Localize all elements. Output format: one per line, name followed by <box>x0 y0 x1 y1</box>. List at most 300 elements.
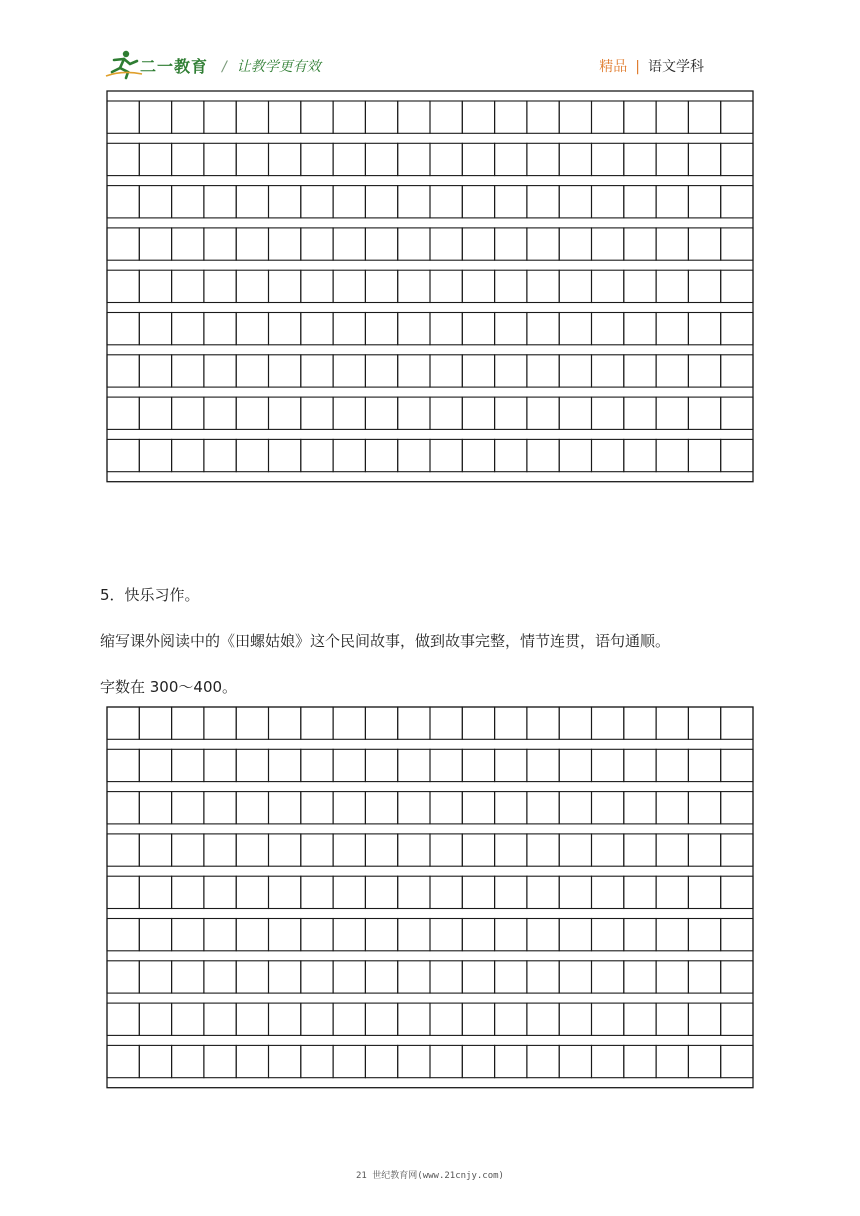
grid-cell[interactable] <box>269 313 301 345</box>
grid-cell[interactable] <box>527 228 559 260</box>
grid-cell[interactable] <box>139 355 171 387</box>
grid-row[interactable] <box>107 355 753 387</box>
grid-cell[interactable] <box>462 228 494 260</box>
grid-cell[interactable] <box>527 101 559 133</box>
grid-cell[interactable] <box>592 792 624 824</box>
grid-cell[interactable] <box>721 397 753 429</box>
grid-cell[interactable] <box>204 439 236 471</box>
grid-cell[interactable] <box>365 313 397 345</box>
grid-cell[interactable] <box>688 707 720 739</box>
grid-row[interactable] <box>107 101 753 133</box>
grid-svg[interactable] <box>106 90 754 483</box>
grid-row[interactable] <box>107 792 753 824</box>
grid-cell[interactable] <box>333 228 365 260</box>
grid-cell[interactable] <box>398 313 430 345</box>
grid-cell[interactable] <box>365 792 397 824</box>
grid-cell[interactable] <box>462 961 494 993</box>
grid-cell[interactable] <box>430 270 462 302</box>
grid-cell[interactable] <box>398 228 430 260</box>
grid-cell[interactable] <box>688 397 720 429</box>
grid-cell[interactable] <box>333 1003 365 1035</box>
grid-cell[interactable] <box>139 439 171 471</box>
grid-cell[interactable] <box>301 961 333 993</box>
grid-cell[interactable] <box>269 355 301 387</box>
grid-cell[interactable] <box>721 228 753 260</box>
grid-row[interactable] <box>107 1003 753 1035</box>
writing-grid-top[interactable] <box>106 90 754 483</box>
grid-cell[interactable] <box>236 707 268 739</box>
grid-cell[interactable] <box>688 355 720 387</box>
grid-cell[interactable] <box>592 101 624 133</box>
grid-cell[interactable] <box>495 919 527 951</box>
grid-cell[interactable] <box>301 1003 333 1035</box>
grid-cell[interactable] <box>204 707 236 739</box>
grid-cell[interactable] <box>204 1045 236 1077</box>
grid-cell[interactable] <box>139 834 171 866</box>
grid-cell[interactable] <box>624 919 656 951</box>
grid-cell[interactable] <box>656 919 688 951</box>
grid-cell[interactable] <box>333 397 365 429</box>
grid-cell[interactable] <box>592 1003 624 1035</box>
grid-cell[interactable] <box>430 355 462 387</box>
grid-cell[interactable] <box>721 101 753 133</box>
grid-cell[interactable] <box>365 1045 397 1077</box>
grid-cell[interactable] <box>333 749 365 781</box>
grid-cell[interactable] <box>107 919 139 951</box>
grid-cell[interactable] <box>236 439 268 471</box>
grid-cell[interactable] <box>107 876 139 908</box>
grid-cell[interactable] <box>592 397 624 429</box>
grid-cell[interactable] <box>624 1045 656 1077</box>
grid-cell[interactable] <box>172 143 204 175</box>
grid-cell[interactable] <box>139 707 171 739</box>
grid-cell[interactable] <box>139 101 171 133</box>
grid-cell[interactable] <box>462 270 494 302</box>
grid-cell[interactable] <box>301 1045 333 1077</box>
grid-row[interactable] <box>107 313 753 345</box>
grid-cell[interactable] <box>559 228 591 260</box>
grid-row[interactable] <box>107 834 753 866</box>
grid-cell[interactable] <box>430 707 462 739</box>
grid-cell[interactable] <box>269 228 301 260</box>
grid-cell[interactable] <box>398 1045 430 1077</box>
grid-cell[interactable] <box>688 876 720 908</box>
grid-cell[interactable] <box>592 919 624 951</box>
grid-cell[interactable] <box>495 749 527 781</box>
grid-cell[interactable] <box>624 143 656 175</box>
grid-cell[interactable] <box>495 355 527 387</box>
grid-cell[interactable] <box>430 439 462 471</box>
grid-cell[interactable] <box>527 355 559 387</box>
grid-cell[interactable] <box>527 876 559 908</box>
grid-cell[interactable] <box>430 919 462 951</box>
grid-cell[interactable] <box>721 707 753 739</box>
grid-cell[interactable] <box>139 749 171 781</box>
grid-cell[interactable] <box>236 834 268 866</box>
grid-cell[interactable] <box>688 143 720 175</box>
grid-cell[interactable] <box>236 397 268 429</box>
grid-row[interactable] <box>107 749 753 781</box>
grid-cell[interactable] <box>462 919 494 951</box>
grid-cell[interactable] <box>430 397 462 429</box>
grid-cell[interactable] <box>204 792 236 824</box>
grid-cell[interactable] <box>301 876 333 908</box>
grid-cell[interactable] <box>462 792 494 824</box>
grid-cell[interactable] <box>333 876 365 908</box>
grid-cell[interactable] <box>269 270 301 302</box>
grid-cell[interactable] <box>688 834 720 866</box>
grid-cell[interactable] <box>398 834 430 866</box>
grid-cell[interactable] <box>624 749 656 781</box>
grid-cell[interactable] <box>107 186 139 218</box>
grid-cell[interactable] <box>495 876 527 908</box>
grid-cell[interactable] <box>495 792 527 824</box>
grid-cell[interactable] <box>721 143 753 175</box>
grid-cell[interactable] <box>365 143 397 175</box>
grid-cell[interactable] <box>269 961 301 993</box>
grid-cell[interactable] <box>139 919 171 951</box>
grid-cell[interactable] <box>527 397 559 429</box>
grid-cell[interactable] <box>624 270 656 302</box>
grid-cell[interactable] <box>172 439 204 471</box>
grid-cell[interactable] <box>430 228 462 260</box>
grid-cell[interactable] <box>527 749 559 781</box>
grid-cell[interactable] <box>656 397 688 429</box>
grid-row[interactable] <box>107 919 753 951</box>
grid-cell[interactable] <box>204 355 236 387</box>
grid-cell[interactable] <box>365 186 397 218</box>
grid-cell[interactable] <box>204 101 236 133</box>
grid-cell[interactable] <box>301 270 333 302</box>
grid-cell[interactable] <box>624 707 656 739</box>
grid-cell[interactable] <box>365 834 397 866</box>
grid-cell[interactable] <box>559 397 591 429</box>
grid-cell[interactable] <box>365 101 397 133</box>
grid-row[interactable] <box>107 143 753 175</box>
grid-cell[interactable] <box>430 834 462 866</box>
grid-cell[interactable] <box>107 228 139 260</box>
grid-cell[interactable] <box>559 355 591 387</box>
grid-cell[interactable] <box>721 876 753 908</box>
grid-cell[interactable] <box>656 228 688 260</box>
grid-cell[interactable] <box>559 101 591 133</box>
grid-cell[interactable] <box>527 1045 559 1077</box>
grid-cell[interactable] <box>721 270 753 302</box>
grid-cell[interactable] <box>430 961 462 993</box>
grid-cell[interactable] <box>269 876 301 908</box>
grid-cell[interactable] <box>301 919 333 951</box>
grid-cell[interactable] <box>107 792 139 824</box>
grid-cell[interactable] <box>269 919 301 951</box>
grid-cell[interactable] <box>688 313 720 345</box>
grid-cell[interactable] <box>559 439 591 471</box>
grid-cell[interactable] <box>204 313 236 345</box>
grid-cell[interactable] <box>592 439 624 471</box>
grid-cell[interactable] <box>139 1045 171 1077</box>
grid-cell[interactable] <box>333 143 365 175</box>
grid-cell[interactable] <box>656 355 688 387</box>
grid-cell[interactable] <box>172 313 204 345</box>
grid-cell[interactable] <box>301 792 333 824</box>
grid-cell[interactable] <box>139 876 171 908</box>
grid-cell[interactable] <box>462 876 494 908</box>
grid-cell[interactable] <box>333 834 365 866</box>
grid-cell[interactable] <box>495 270 527 302</box>
grid-cell[interactable] <box>139 186 171 218</box>
grid-cell[interactable] <box>559 919 591 951</box>
grid-cell[interactable] <box>269 439 301 471</box>
grid-cell[interactable] <box>656 439 688 471</box>
grid-cell[interactable] <box>301 101 333 133</box>
grid-cell[interactable] <box>172 834 204 866</box>
grid-cell[interactable] <box>365 961 397 993</box>
grid-cell[interactable] <box>721 1003 753 1035</box>
grid-cell[interactable] <box>107 313 139 345</box>
grid-cell[interactable] <box>269 707 301 739</box>
grid-cell[interactable] <box>333 919 365 951</box>
grid-cell[interactable] <box>721 439 753 471</box>
grid-cell[interactable] <box>721 834 753 866</box>
grid-cell[interactable] <box>592 834 624 866</box>
grid-cell[interactable] <box>107 270 139 302</box>
grid-cell[interactable] <box>172 228 204 260</box>
grid-cell[interactable] <box>527 439 559 471</box>
grid-cell[interactable] <box>269 101 301 133</box>
grid-cell[interactable] <box>527 270 559 302</box>
grid-cell[interactable] <box>236 228 268 260</box>
grid-cell[interactable] <box>236 919 268 951</box>
grid-cell[interactable] <box>688 186 720 218</box>
grid-cell[interactable] <box>204 834 236 866</box>
grid-cell[interactable] <box>624 313 656 345</box>
grid-cell[interactable] <box>527 834 559 866</box>
grid-cell[interactable] <box>333 313 365 345</box>
grid-cell[interactable] <box>656 1045 688 1077</box>
grid-cell[interactable] <box>107 749 139 781</box>
grid-cell[interactable] <box>527 961 559 993</box>
grid-cell[interactable] <box>592 749 624 781</box>
grid-cell[interactable] <box>462 749 494 781</box>
grid-cell[interactable] <box>462 439 494 471</box>
grid-cell[interactable] <box>495 228 527 260</box>
grid-cell[interactable] <box>236 313 268 345</box>
grid-cell[interactable] <box>495 101 527 133</box>
grid-cell[interactable] <box>495 1003 527 1035</box>
grid-row[interactable] <box>107 397 753 429</box>
grid-cell[interactable] <box>592 186 624 218</box>
grid-cell[interactable] <box>495 961 527 993</box>
grid-cell[interactable] <box>721 961 753 993</box>
grid-cell[interactable] <box>495 1045 527 1077</box>
grid-cell[interactable] <box>592 313 624 345</box>
grid-cell[interactable] <box>301 355 333 387</box>
grid-cell[interactable] <box>365 397 397 429</box>
grid-cell[interactable] <box>398 186 430 218</box>
grid-cell[interactable] <box>624 186 656 218</box>
grid-cell[interactable] <box>721 313 753 345</box>
grid-cell[interactable] <box>398 143 430 175</box>
grid-cell[interactable] <box>462 1045 494 1077</box>
grid-cell[interactable] <box>107 707 139 739</box>
grid-cell[interactable] <box>559 749 591 781</box>
grid-cell[interactable] <box>688 228 720 260</box>
grid-cell[interactable] <box>559 313 591 345</box>
grid-cell[interactable] <box>172 876 204 908</box>
writing-grid-bottom[interactable] <box>106 706 754 1089</box>
grid-cell[interactable] <box>462 834 494 866</box>
grid-cell[interactable] <box>527 919 559 951</box>
grid-cell[interactable] <box>236 101 268 133</box>
grid-cell[interactable] <box>721 355 753 387</box>
grid-cell[interactable] <box>107 961 139 993</box>
grid-cell[interactable] <box>592 270 624 302</box>
grid-cell[interactable] <box>236 961 268 993</box>
grid-cell[interactable] <box>107 1045 139 1077</box>
grid-cell[interactable] <box>365 707 397 739</box>
grid-cell[interactable] <box>624 792 656 824</box>
grid-cell[interactable] <box>333 186 365 218</box>
grid-cell[interactable] <box>204 1003 236 1035</box>
grid-cell[interactable] <box>139 961 171 993</box>
grid-cell[interactable] <box>721 749 753 781</box>
grid-cell[interactable] <box>495 439 527 471</box>
grid-cell[interactable] <box>398 355 430 387</box>
grid-cell[interactable] <box>527 313 559 345</box>
grid-cell[interactable] <box>495 186 527 218</box>
grid-row[interactable] <box>107 228 753 260</box>
grid-cell[interactable] <box>656 143 688 175</box>
grid-cell[interactable] <box>656 749 688 781</box>
grid-cell[interactable] <box>236 186 268 218</box>
grid-cell[interactable] <box>688 1045 720 1077</box>
grid-cell[interactable] <box>462 313 494 345</box>
grid-cell[interactable] <box>204 397 236 429</box>
grid-cell[interactable] <box>624 355 656 387</box>
grid-cell[interactable] <box>559 876 591 908</box>
grid-row[interactable] <box>107 186 753 218</box>
grid-cell[interactable] <box>204 876 236 908</box>
grid-cell[interactable] <box>592 876 624 908</box>
grid-cell[interactable] <box>333 961 365 993</box>
grid-cell[interactable] <box>559 792 591 824</box>
grid-cell[interactable] <box>269 1045 301 1077</box>
grid-cell[interactable] <box>139 313 171 345</box>
grid-cell[interactable] <box>236 270 268 302</box>
grid-cell[interactable] <box>301 186 333 218</box>
grid-cell[interactable] <box>236 876 268 908</box>
grid-cell[interactable] <box>430 1003 462 1035</box>
grid-cell[interactable] <box>139 143 171 175</box>
grid-cell[interactable] <box>301 834 333 866</box>
grid-cell[interactable] <box>656 707 688 739</box>
grid-cell[interactable] <box>430 143 462 175</box>
grid-cell[interactable] <box>624 1003 656 1035</box>
grid-cell[interactable] <box>204 228 236 260</box>
grid-cell[interactable] <box>365 228 397 260</box>
grid-cell[interactable] <box>559 1003 591 1035</box>
grid-cell[interactable] <box>495 397 527 429</box>
grid-cell[interactable] <box>301 707 333 739</box>
grid-cell[interactable] <box>688 1003 720 1035</box>
grid-cell[interactable] <box>139 270 171 302</box>
grid-cell[interactable] <box>269 143 301 175</box>
grid-cell[interactable] <box>688 101 720 133</box>
grid-cell[interactable] <box>204 186 236 218</box>
grid-cell[interactable] <box>398 792 430 824</box>
grid-row[interactable] <box>107 961 753 993</box>
grid-cell[interactable] <box>398 439 430 471</box>
grid-cell[interactable] <box>624 228 656 260</box>
grid-cell[interactable] <box>688 919 720 951</box>
grid-cell[interactable] <box>688 792 720 824</box>
grid-cell[interactable] <box>656 792 688 824</box>
grid-cell[interactable] <box>495 834 527 866</box>
grid-cell[interactable] <box>269 186 301 218</box>
grid-cell[interactable] <box>172 749 204 781</box>
grid-cell[interactable] <box>365 1003 397 1035</box>
grid-cell[interactable] <box>107 439 139 471</box>
grid-cell[interactable] <box>236 1003 268 1035</box>
grid-cell[interactable] <box>172 355 204 387</box>
grid-cell[interactable] <box>204 961 236 993</box>
grid-cell[interactable] <box>624 101 656 133</box>
grid-cell[interactable] <box>139 1003 171 1035</box>
grid-cell[interactable] <box>172 101 204 133</box>
grid-cell[interactable] <box>559 707 591 739</box>
grid-cell[interactable] <box>301 439 333 471</box>
grid-cell[interactable] <box>721 1045 753 1077</box>
grid-cell[interactable] <box>398 919 430 951</box>
grid-cell[interactable] <box>301 749 333 781</box>
grid-cell[interactable] <box>139 228 171 260</box>
grid-cell[interactable] <box>656 834 688 866</box>
grid-cell[interactable] <box>656 313 688 345</box>
grid-cell[interactable] <box>462 397 494 429</box>
grid-cell[interactable] <box>172 1003 204 1035</box>
grid-cell[interactable] <box>301 143 333 175</box>
grid-cell[interactable] <box>430 186 462 218</box>
grid-cell[interactable] <box>204 143 236 175</box>
grid-cell[interactable] <box>398 961 430 993</box>
grid-cell[interactable] <box>656 1003 688 1035</box>
grid-cell[interactable] <box>495 143 527 175</box>
grid-cell[interactable] <box>172 1045 204 1077</box>
grid-cell[interactable] <box>721 792 753 824</box>
grid-cell[interactable] <box>365 749 397 781</box>
grid-cell[interactable] <box>462 101 494 133</box>
grid-cell[interactable] <box>333 270 365 302</box>
grid-cell[interactable] <box>624 834 656 866</box>
grid-cell[interactable] <box>656 961 688 993</box>
grid-cell[interactable] <box>269 1003 301 1035</box>
grid-cell[interactable] <box>236 143 268 175</box>
grid-cell[interactable] <box>527 143 559 175</box>
grid-cell[interactable] <box>139 397 171 429</box>
grid-cell[interactable] <box>107 834 139 866</box>
grid-cell[interactable] <box>559 270 591 302</box>
grid-cell[interactable] <box>656 270 688 302</box>
grid-cell[interactable] <box>688 439 720 471</box>
grid-cell[interactable] <box>721 186 753 218</box>
grid-cell[interactable] <box>398 876 430 908</box>
grid-cell[interactable] <box>559 186 591 218</box>
grid-cell[interactable] <box>172 919 204 951</box>
grid-cell[interactable] <box>462 707 494 739</box>
grid-cell[interactable] <box>333 707 365 739</box>
grid-cell[interactable] <box>656 186 688 218</box>
grid-cell[interactable] <box>430 1045 462 1077</box>
grid-cell[interactable] <box>333 439 365 471</box>
